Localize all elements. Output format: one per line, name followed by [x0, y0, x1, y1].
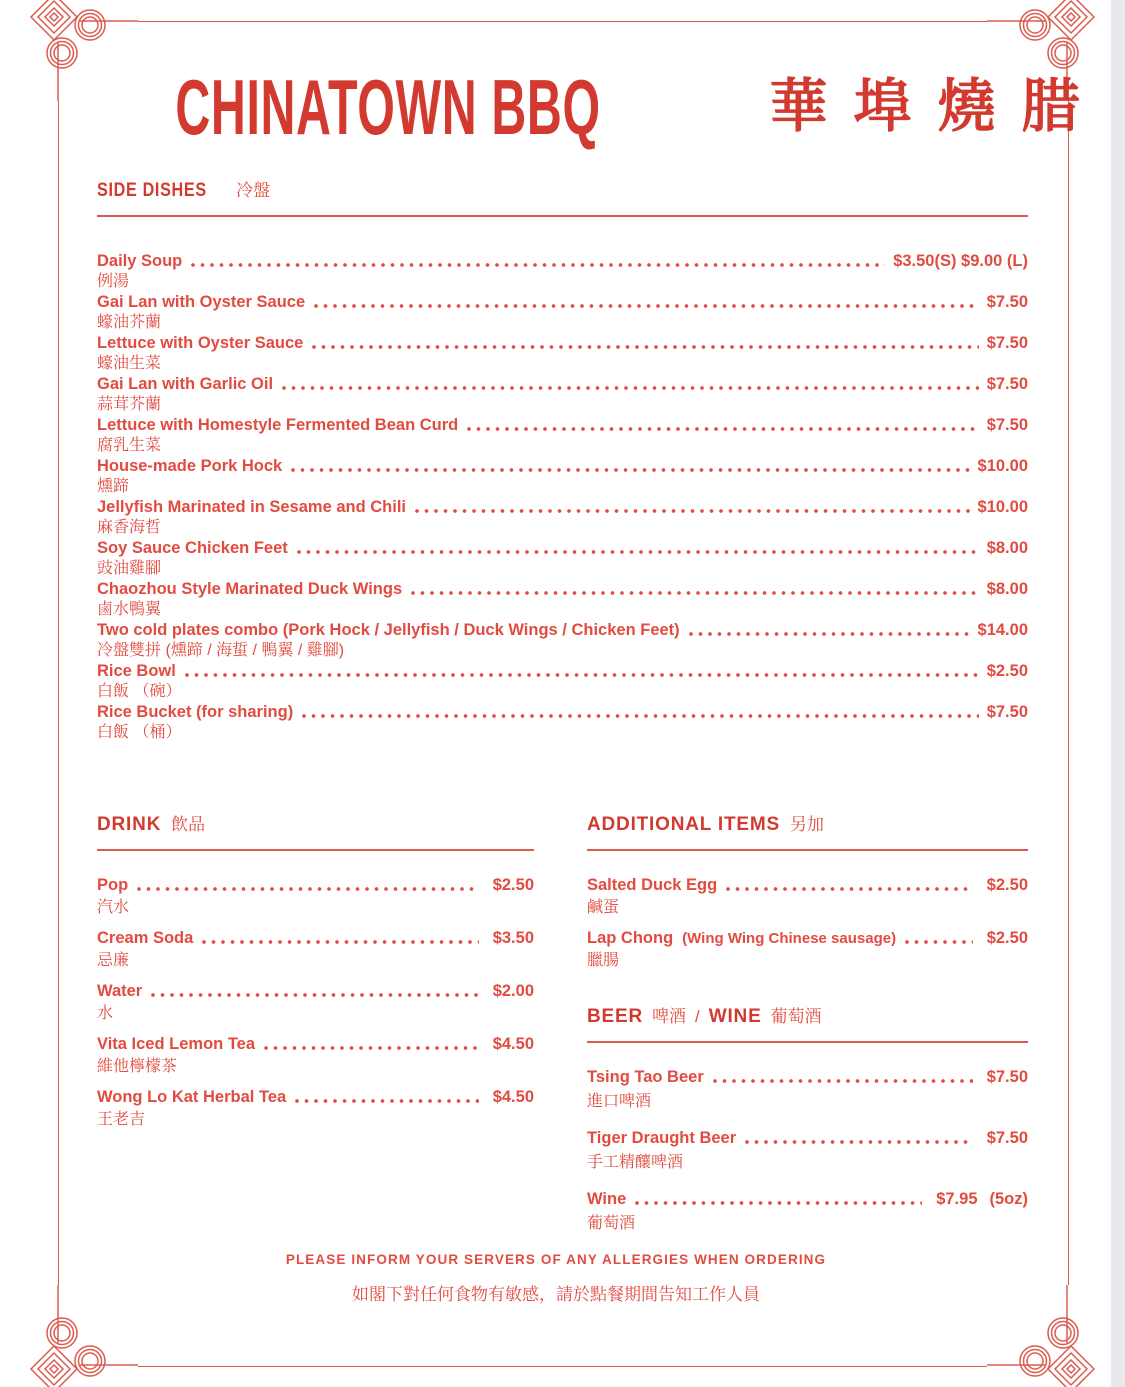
item-price: $8.00 [986, 539, 1028, 557]
dot-leader [136, 886, 479, 892]
dot-leader [294, 1098, 479, 1104]
item-name: Lettuce with Oyster Sauce [97, 334, 304, 352]
dot-leader [634, 1200, 922, 1206]
wine-title-english: WINE [708, 1006, 762, 1027]
dot-leader [725, 886, 973, 892]
item-name: Cream Soda [97, 929, 194, 947]
dot-leader [184, 672, 979, 678]
dot-leader [410, 590, 979, 596]
item-name: Two cold plates combo (Pork Hock / Jellyfish / Duck Wings / Chicken Feet) [97, 621, 680, 639]
item-name-chinese: 燻蹄 [97, 478, 130, 495]
menu-item [97, 661, 1028, 702]
wine-title-chinese: 葡萄酒 [770, 1007, 822, 1026]
item-price: $2.50 [986, 876, 1028, 894]
item-name: Salted Duck Egg [587, 876, 718, 894]
dot-leader [263, 1045, 479, 1051]
drink-heading [97, 810, 534, 836]
drink-section [97, 810, 534, 1140]
menu-item [97, 702, 1028, 743]
additional-items-section [587, 810, 1028, 1250]
menu-item [97, 497, 1028, 538]
section-title-english: ADDITIONAL ITEMS [587, 814, 780, 835]
menu-item [587, 1128, 1028, 1176]
additional-items-heading [587, 810, 1028, 836]
menu-item [97, 292, 1028, 333]
allergy-notice-english: PLEASE INFORM YOUR SERVERS OF ANY ALLERGIES WHEN ORDERING [285, 1252, 827, 1267]
item-price: $7.95 [936, 1190, 978, 1208]
dot-leader [744, 1139, 973, 1145]
section-title-english: SIDE DISHES [97, 180, 207, 201]
item-name-chinese: 麻香海哲 [97, 519, 162, 536]
menu-item [97, 981, 534, 1025]
item-price: $7.50 [986, 703, 1028, 721]
menu-item [97, 1034, 534, 1078]
section-divider [587, 849, 1028, 851]
item-name-chinese: 白飯 （桶） [97, 724, 182, 741]
item-name: Wong Lo Kat Herbal Tea [97, 1088, 287, 1106]
item-price: $7.50 [986, 375, 1028, 393]
item-name-chinese: 例湯 [97, 273, 130, 290]
section-title-chinese: 冷盤 [236, 181, 271, 200]
beer-wine-heading [587, 1002, 1028, 1028]
item-name: Pop [97, 876, 129, 894]
drink-list [97, 875, 534, 1131]
section-title-english: DRINK [97, 814, 162, 835]
item-name-chinese: 豉油雞腳 [97, 560, 162, 577]
section-divider [97, 849, 534, 851]
item-price: $3.50(S) $9.00 (L) [893, 252, 1028, 270]
menu-item [587, 1067, 1028, 1115]
item-name-note: (Wing Wing Chinese sausage) [682, 930, 897, 947]
dot-leader [290, 467, 969, 473]
item-price: $7.50 [986, 1129, 1028, 1147]
menu-item [587, 928, 1028, 972]
item-name: Gai Lan with Oyster Sauce [97, 293, 306, 311]
menu-item [97, 374, 1028, 415]
dot-leader [190, 262, 885, 268]
restaurant-name-english: CHINATOWN BBQ [175, 63, 602, 151]
item-price: $10.00 [977, 498, 1028, 516]
item-price: $2.50 [492, 876, 534, 894]
item-name: Soy Sauce Chicken Feet [97, 539, 288, 557]
dot-leader [150, 992, 478, 998]
dot-leader [313, 303, 979, 309]
menu-item [97, 538, 1028, 579]
item-name-chinese: 汽水 [97, 899, 130, 916]
menu-item [587, 875, 1028, 919]
dot-leader [281, 385, 979, 391]
dot-leader [296, 549, 979, 555]
beer-wine-list [587, 1067, 1028, 1237]
section-divider [97, 215, 1028, 217]
item-name: Wine [587, 1190, 627, 1208]
item-name-chinese: 王老吉 [97, 1111, 146, 1128]
menu-item [97, 415, 1028, 456]
dot-leader [201, 939, 478, 945]
dot-leader [712, 1078, 973, 1084]
item-name: Lap Chong [587, 929, 674, 947]
item-price: $7.50 [986, 293, 1028, 311]
item-price: $2.50 [986, 929, 1028, 947]
side-dishes-list [97, 251, 1028, 743]
menu-item [97, 928, 534, 972]
menu-item [97, 456, 1028, 497]
scrollbar-track[interactable] [1108, 0, 1125, 1387]
item-price: $7.50 [986, 1068, 1028, 1086]
item-name-chinese: 冷盤雙拼 (燻蹄 / 海蜇 / 鴨翼 / 雞腳) [97, 642, 345, 659]
item-price: $7.50 [986, 334, 1028, 352]
item-name: House-made Pork Hock [97, 457, 283, 475]
item-price: $2.50 [986, 662, 1028, 680]
dot-leader [301, 713, 978, 719]
item-name-chinese: 忌廉 [97, 952, 130, 969]
item-name-chinese: 臘腸 [587, 952, 620, 969]
item-name-chinese: 腐乳生菜 [97, 437, 162, 454]
side-dishes-section [97, 176, 1028, 743]
menu-item [97, 251, 1028, 292]
item-price: $8.00 [986, 580, 1028, 598]
item-name-chinese: 手工精釀啤酒 [587, 1154, 684, 1171]
item-price: $2.00 [492, 982, 534, 1000]
section-divider [587, 1041, 1028, 1043]
menu-item [97, 333, 1028, 374]
dot-leader [311, 344, 978, 350]
item-name-chinese: 蠔油生菜 [97, 355, 162, 372]
item-price: $10.00 [977, 457, 1028, 475]
beer-wine-section [587, 1002, 1028, 1237]
item-name-chinese: 進口啤酒 [587, 1093, 652, 1110]
item-name: Water [97, 982, 143, 1000]
item-price: $7.50 [986, 416, 1028, 434]
item-name-chinese: 白飯 （碗） [97, 683, 182, 700]
item-price: $14.00 [977, 621, 1028, 639]
dot-leader [688, 631, 970, 637]
additional-items-list [587, 875, 1028, 972]
item-name: Lettuce with Homestyle Fermented Bean Curd [97, 416, 459, 434]
item-name: Rice Bowl [97, 662, 176, 680]
item-name-chinese: 葡萄酒 [587, 1215, 636, 1232]
menu-item [97, 620, 1028, 661]
menu-item [97, 1087, 534, 1131]
item-name: Tsing Tao Beer [587, 1068, 704, 1086]
restaurant-name-chinese: 華埠燒腊 [769, 74, 1106, 139]
dot-leader [904, 939, 973, 945]
dot-leader [466, 426, 978, 432]
beer-title-english: BEER [587, 1006, 643, 1027]
item-price: $4.50 [492, 1088, 534, 1106]
menu-item [587, 1189, 1028, 1237]
item-name: Gai Lan with Garlic Oil [97, 375, 274, 393]
item-name-chinese: 維他檸檬茶 [97, 1058, 178, 1075]
dot-leader [414, 508, 970, 514]
item-price: $3.50 [492, 929, 534, 947]
item-name: Tiger Draught Beer [587, 1129, 737, 1147]
item-name: Chaozhou Style Marinated Duck Wings [97, 580, 403, 598]
menu-item [97, 579, 1028, 620]
restaurant-title [97, 62, 1106, 152]
item-name: Vita Iced Lemon Tea [97, 1035, 256, 1053]
section-title-chinese: 飲品 [171, 815, 206, 834]
item-name: Jellyfish Marinated in Sesame and Chili [97, 498, 407, 516]
beer-title-chinese: 啤酒 [652, 1007, 686, 1026]
item-price-note: (5oz) [989, 1190, 1028, 1208]
item-price: $4.50 [492, 1035, 534, 1053]
item-name: Rice Bucket (for sharing) [97, 703, 294, 721]
item-name-chinese: 蒜茸芥蘭 [97, 396, 162, 413]
side-dishes-heading [97, 176, 1028, 202]
allergy-notice [0, 1252, 1112, 1305]
item-name-chinese: 鹵水鴨翼 [97, 601, 162, 618]
item-name-chinese: 水 [97, 1005, 114, 1022]
heading-separator: / [695, 1007, 700, 1026]
menu-item [97, 875, 534, 919]
section-title-chinese: 另加 [789, 815, 824, 834]
allergy-notice-chinese: 如閣下對任何食物有敏感，請於點餐期間告知工作人員 [352, 1285, 760, 1304]
item-name-chinese: 鹹蛋 [587, 899, 620, 916]
item-name: Daily Soup [97, 252, 183, 270]
item-name-chinese: 蠔油芥蘭 [97, 314, 162, 331]
